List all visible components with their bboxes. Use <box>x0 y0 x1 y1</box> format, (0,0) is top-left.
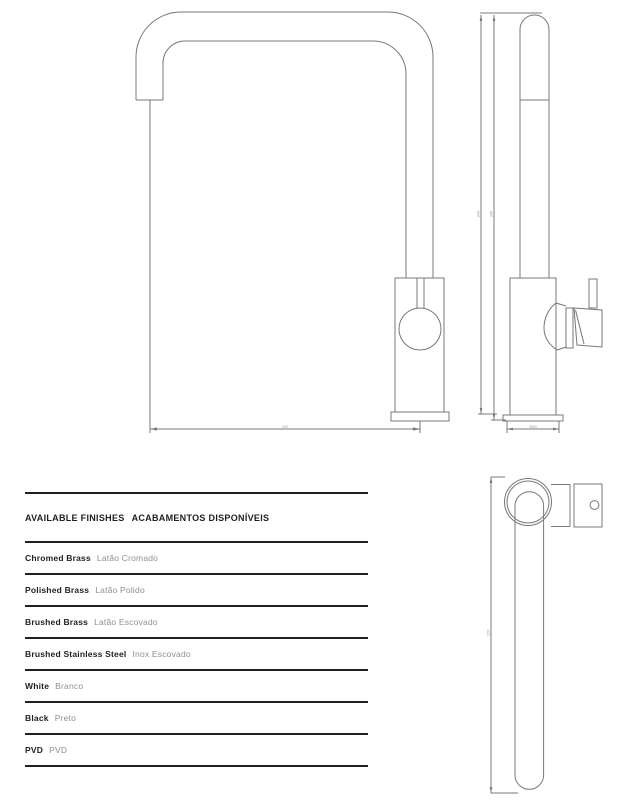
depth-dimension-label: 220 <box>485 629 491 637</box>
base-dim-arrow-left <box>507 428 513 431</box>
finishes-title-pt: ACABAMENTOS DISPONÍVEIS <box>131 512 270 523</box>
spout-tube-outer-outline <box>136 12 433 278</box>
height-dim2-arrow-bottom <box>493 414 496 420</box>
finish-name-pt: PVD <box>49 745 68 755</box>
finish-name-pt: Latão Escovado <box>94 617 158 627</box>
finish-name-en: Polished Brass <box>25 585 90 595</box>
depth-dim-arrow-bottom <box>490 787 493 793</box>
handle-stick-outline <box>589 279 597 308</box>
finishes-title-en: AVAILABLE FINISHES <box>25 512 125 523</box>
height-dim1-arrow-bottom <box>480 408 483 414</box>
finish-name-pt: Latão Cromado <box>96 553 159 563</box>
finish-row <box>25 573 368 605</box>
depth-dimension-line <box>491 477 518 793</box>
dimension-extension-lines <box>150 100 420 433</box>
finishes-table-header <box>25 492 368 541</box>
faucet-body-outline <box>395 278 444 412</box>
dim-arrow-left <box>150 427 157 430</box>
base-flange-outline <box>391 412 449 421</box>
finishes-rows <box>25 541 368 767</box>
body-side-outline <box>510 278 556 415</box>
reach-dimension-label: 220 <box>281 424 289 429</box>
side-view-drawing <box>476 13 603 433</box>
handle-set-screw-hole <box>590 501 599 510</box>
handle-lever-outline <box>574 308 602 347</box>
base-dimension-label: Ø50 <box>529 424 537 429</box>
finish-name-pt: Inox Escovado <box>132 649 191 659</box>
finish-row <box>25 669 368 701</box>
top-view-drawing <box>486 477 603 793</box>
finish-row <box>25 733 368 767</box>
height-dim2-arrow-top <box>493 15 496 21</box>
finish-name-en: Brushed Stainless Steel <box>25 649 127 659</box>
handle-connector-top-lines <box>551 485 570 527</box>
finish-row <box>25 637 368 669</box>
base-dim-arrow-right <box>553 428 559 431</box>
finish-row <box>25 541 368 573</box>
finish-name-pt: Latão Polido <box>95 585 145 595</box>
height-dimension-label-1: 340 <box>475 210 481 218</box>
finish-name-en: Black <box>25 713 49 723</box>
tube-side-outline <box>520 15 549 278</box>
handle-lever-top-outline <box>574 484 602 527</box>
depth-dim-arrow-top <box>490 477 493 483</box>
height-dimension-label-2: 345 <box>488 210 494 218</box>
finish-row <box>25 701 368 733</box>
handle-knob-outline <box>544 303 566 350</box>
dim-arrow-right <box>413 427 420 430</box>
finish-name-en: White <box>25 681 50 691</box>
handle-lever-front-lines <box>417 278 424 308</box>
base-flange-side-outline <box>503 415 563 421</box>
front-view-drawing <box>136 12 449 433</box>
handle-joint-circle <box>399 308 441 350</box>
finish-name-pt: Branco <box>55 681 84 691</box>
finish-name-en: PVD <box>25 745 44 755</box>
handle-collar-outline <box>566 308 573 348</box>
finish-row <box>25 605 368 637</box>
spout-top-outline <box>515 492 544 790</box>
finish-name-pt: Preto <box>54 713 77 723</box>
height-dim1-arrow-top <box>480 15 483 21</box>
spout-tube-inner-outline <box>163 41 406 278</box>
finish-name-en: Brushed Brass <box>25 617 89 627</box>
finish-name-en: Chromed Brass <box>25 553 91 563</box>
body-top-outer-circle <box>505 479 552 526</box>
available-finishes-table <box>25 492 368 767</box>
